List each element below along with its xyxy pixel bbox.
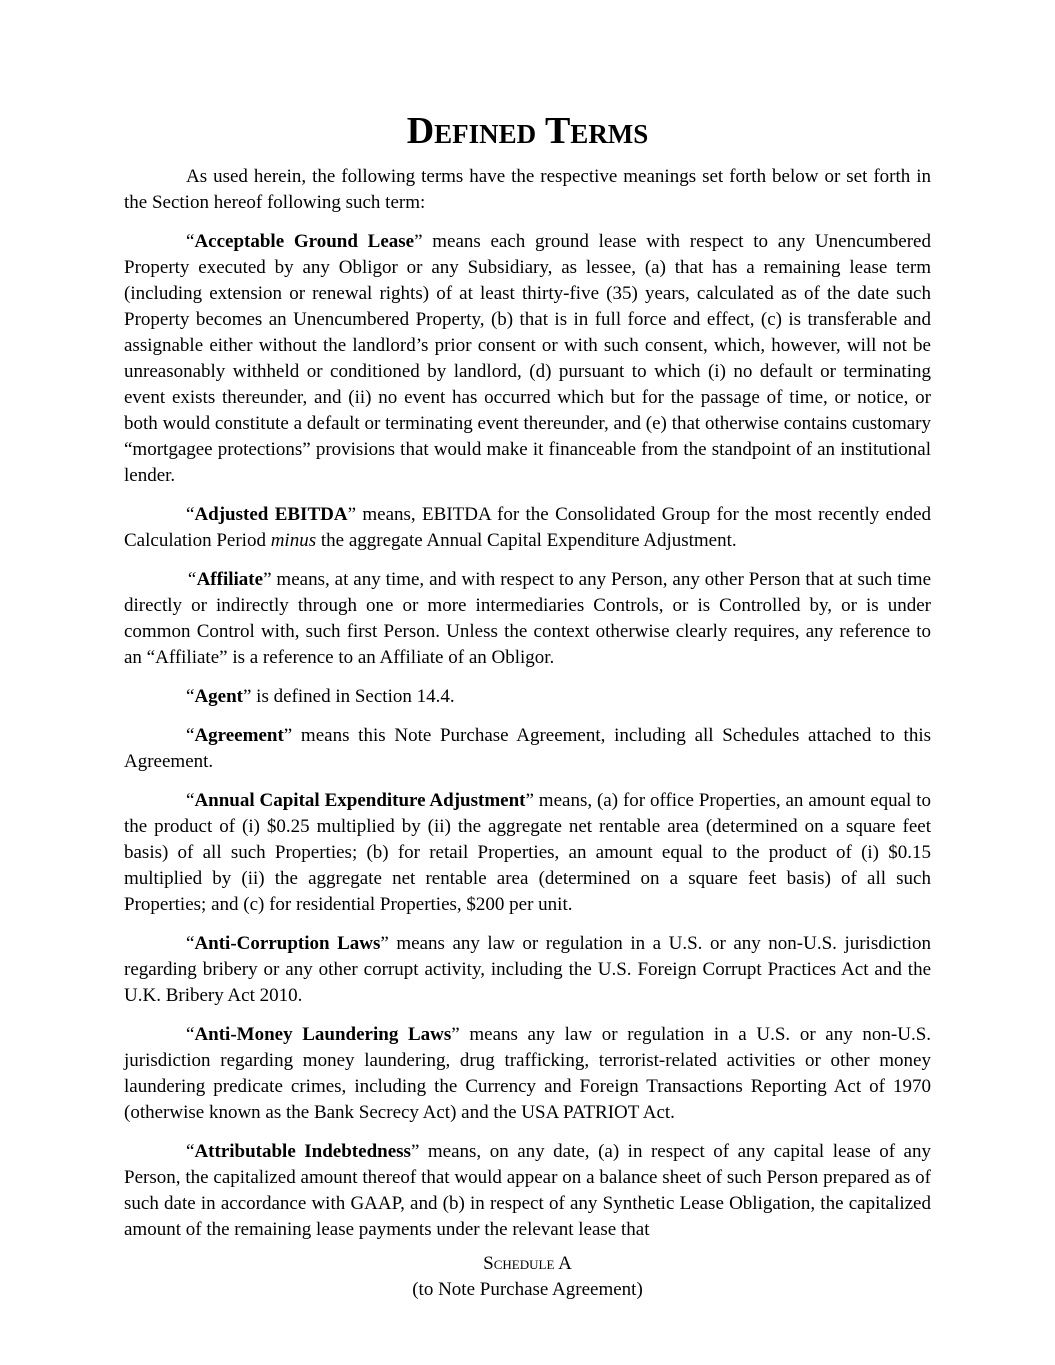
- text-run: “: [186, 686, 195, 707]
- text-run: ” is defined in Section 14.4.: [243, 686, 455, 707]
- text-run: ” means any law or regulation in a U.S. or any non-U.S. jurisdiction regarding bribery or any other corrupt activity, including the U.S. Foreign Corrupt Practices Act and the U.K. Bribery Act 2010.: [124, 933, 932, 1006]
- text-run: ” means, (a) for office Properties, an amount equal to the product of (i) $0.25 multiplied by (ii) the aggregate net rentable area (determined on a square feet basis) of all such Properties; (b) for retail Properties, an amount equal to the product of (i) $0.15 multiplied by (ii) the aggregate net rentable area (determined on a square feet basis) of all such Properties; and (c) for residential Properties, $200 per unit.: [124, 790, 931, 915]
- document-title: Defined Terms: [406, 110, 649, 152]
- text-run: “: [186, 1024, 195, 1045]
- text-run: ” means each ground lease with respect to any Unencumbered Property executed by any Obligor or any Subsidiary, as lessee, (a) that has a remaining lease term (including extension or renewal rights) of at least thirty-five (35) years, calculated as of the date such Property becomes an Unencumbered Property, (b) that is in full force and effect, (c) is transferable and assignable either without the landlord’s prior consent or with such consent, which, however, will not be unreasonably withheld or conditioned by landlord, (d) pursuant to which (i) no default or terminating event exists thereunder, and (ii) no event has occurred which but for the passage of time, or notice, or both would constitute a default or terminating event thereunder, and (e) that otherwise contains customary “mortgagee protections” provisions that would make it financeable from the standpoint of an institutional lender.: [124, 231, 931, 486]
- definition-annual-capital-expenditure-adjustment: [124, 788, 931, 918]
- defined-term: Attributable Indebtedness: [194, 1141, 411, 1162]
- definition-affiliate: [124, 567, 931, 671]
- text-run: “: [186, 569, 197, 590]
- text-run: “: [186, 933, 195, 954]
- definition-agreement: [124, 723, 931, 775]
- defined-term: Annual Capital Expenditure Adjustment: [194, 790, 526, 811]
- text-run: minus: [270, 530, 317, 551]
- text-run: ” means, on any date, (a) in respect of any capital lease of any Person, the capitalized amount thereof that would appear on a balance sheet of such Person prepared as of such date in accordance with GAAP, and (b) in respect of any Synthetic Lease Obligation, the capitalized amount of the remaining lease payments under the relevant lease that: [124, 1141, 931, 1240]
- text-run: ” means this Note Purchase Agreement, including all Schedules attached to this Agreement.: [124, 725, 931, 772]
- footer-schedule-label: Schedule A: [483, 1253, 572, 1274]
- text-run: “: [186, 231, 195, 252]
- defined-term: Anti-Corruption Laws: [194, 933, 381, 954]
- definition-acceptable-ground-lease: [124, 229, 931, 489]
- footer-note-label: (to Note Purchase Agreement): [412, 1279, 643, 1300]
- defined-term: Affiliate: [196, 569, 264, 590]
- text-run: ” means any law or regulation in a U.S. or any non-U.S. jurisdiction regarding money laundering, drug trafficking, terrorist-related activities or other money laundering predicate crimes, including the Currency and Foreign Transactions Reporting Act of 1970 (otherwise known as the Bank Secrecy Act) and the USA PATRIOT Act.: [124, 1024, 932, 1123]
- definition-agent: [124, 684, 931, 710]
- intro-paragraph: [124, 164, 931, 216]
- defined-term: Acceptable Ground Lease: [194, 231, 415, 252]
- text-run: “: [186, 504, 195, 525]
- text-run: As used herein, the following terms have the respective meanings set forth below or set forth in the Section hereof following such term:: [124, 166, 931, 213]
- defined-term: Anti-Money Laundering Laws: [194, 1024, 452, 1045]
- text-run: the aggregate Annual Capital Expenditure Adjustment.: [316, 530, 737, 551]
- definition-anti-money-laundering-laws: [124, 1022, 931, 1126]
- page-footer: [0, 1251, 1055, 1303]
- document-body: [124, 164, 931, 1243]
- definition-anti-corruption-laws: [124, 931, 931, 1009]
- definition-attributable-indebtedness: [124, 1139, 931, 1243]
- text-run: “: [186, 725, 195, 746]
- definition-adjusted-ebitda: [124, 502, 931, 554]
- defined-term: Agent: [194, 686, 243, 707]
- defined-term: Agreement: [194, 725, 284, 746]
- defined-term: Adjusted EBITDA: [194, 504, 348, 525]
- text-run: ” means, at any time, and with respect to any Person, any other Person that at such time directly or indirectly through one or more intermediaries Controls, or is Controlled by, or is under common Control with, such first Person. Unless the context otherwise clearly requires, any reference to an “Affiliate” is a reference to an Affiliate of an Obligor.: [124, 569, 931, 668]
- text-run: “: [186, 790, 195, 811]
- text-run: ” means, EBITDA for the Consolidated Group for the most recently ended Calculation Period: [124, 504, 931, 551]
- text-run: “: [186, 1141, 195, 1162]
